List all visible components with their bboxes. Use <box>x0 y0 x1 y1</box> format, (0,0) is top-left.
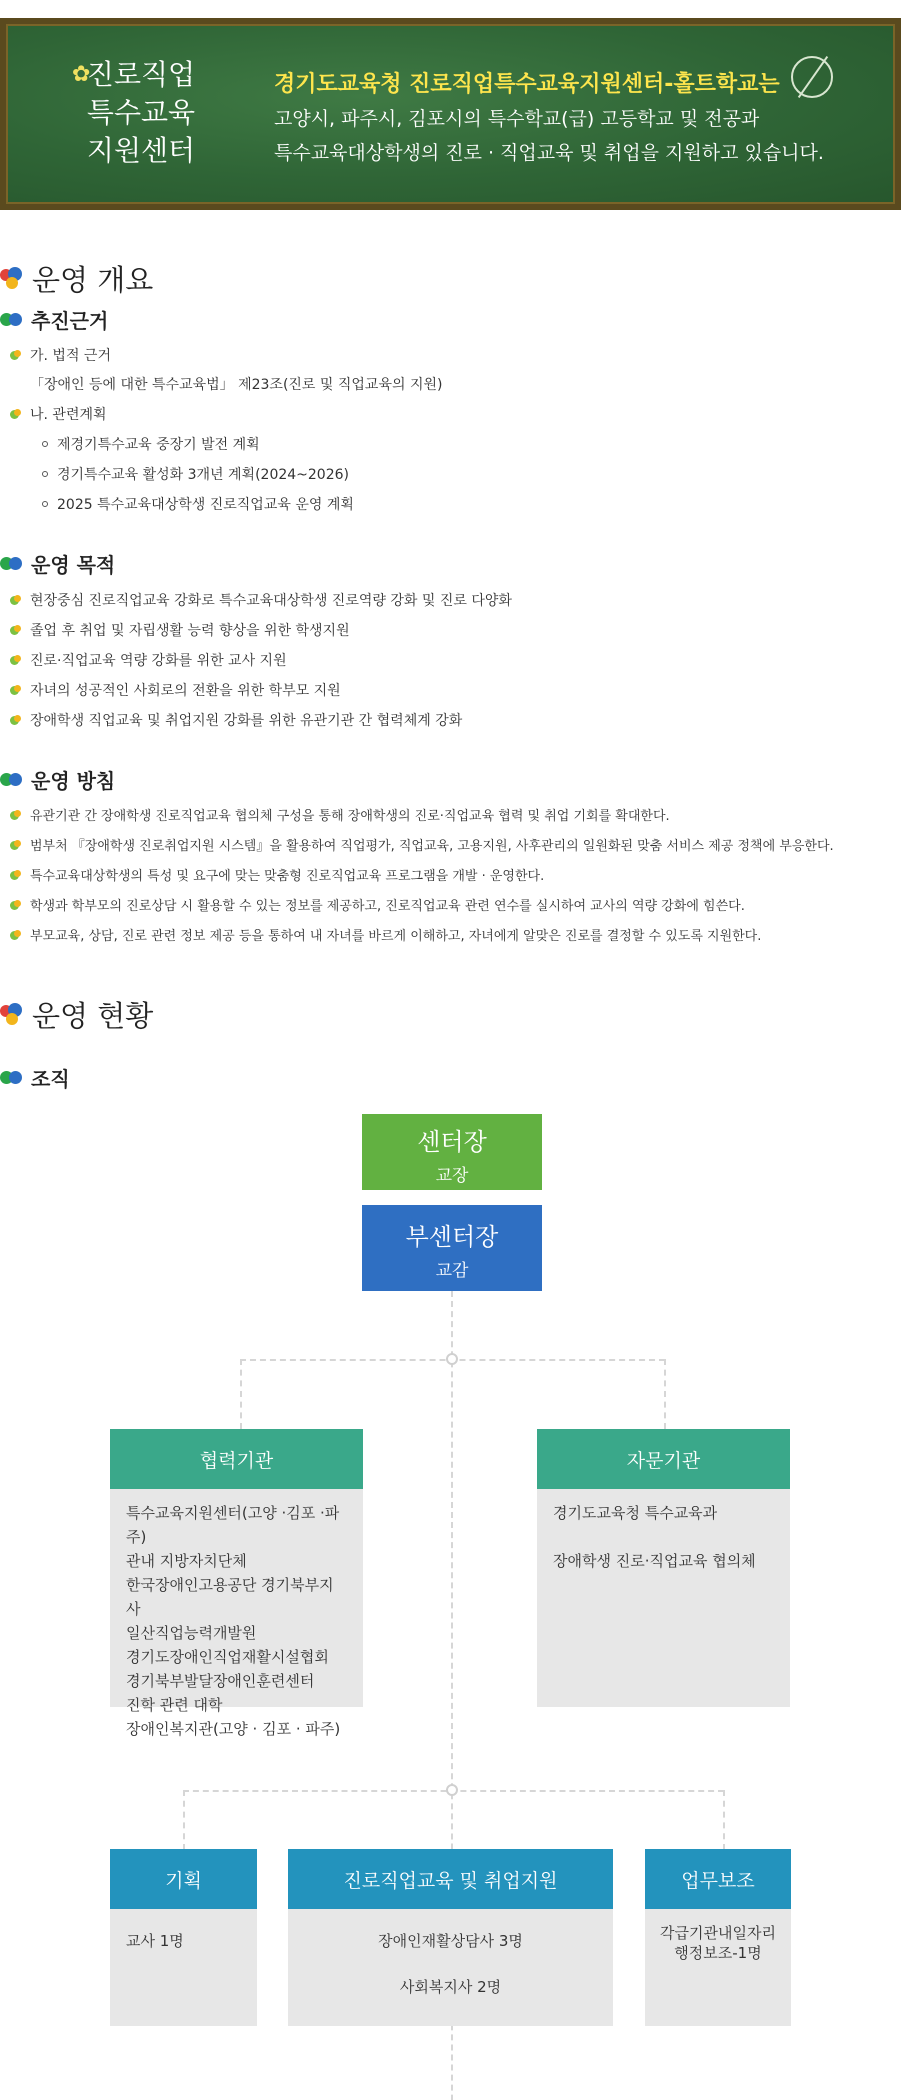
sub-list-item <box>42 434 260 454</box>
item-text: 나. 관련계획 <box>30 407 107 423</box>
org-card-support <box>645 1849 791 2026</box>
chalk-drawing-icon <box>791 56 833 98</box>
ring-bullet-icon <box>42 501 48 507</box>
card-item: 경기북부발달장애인훈련센터 <box>126 1672 315 1690</box>
item-text: 졸업 후 취업 및 자립생활 능력 향상을 위한 학생지원 <box>30 623 350 639</box>
card-title: 기획 <box>110 1849 257 1909</box>
section-title-status <box>0 994 153 1035</box>
section-title-text: 운영 현황 <box>32 999 154 1033</box>
subsection-title-policy <box>0 765 115 794</box>
bullet-icon <box>10 595 22 605</box>
leaf-icon: ✿ <box>72 62 91 87</box>
org-box-vice-director <box>362 1205 542 1291</box>
banner-line-2: 고양시, 파주시, 김포시의 특수학교(급) 고등학교 및 전공과 <box>274 108 760 130</box>
subsection-title-text: 조직 <box>31 1067 70 1091</box>
connector-line <box>240 1359 242 1429</box>
bullet-icon <box>10 655 22 665</box>
list-item <box>10 620 350 640</box>
bullet-icon <box>10 715 22 725</box>
card-title: 진로직업교육 및 취업지원 <box>288 1849 613 1909</box>
bullet-icon <box>10 930 22 940</box>
org-box-center-director <box>362 1114 542 1190</box>
card-title: 자문기관 <box>537 1429 790 1489</box>
org-card-advisory <box>537 1429 790 1707</box>
item-text: 2025 특수교육대상학생 진로직업교육 운영 계획 <box>57 497 354 513</box>
item-text: 경기특수교육 활성화 3개년 계획(2024~2026) <box>57 467 349 483</box>
org-person: 교감 <box>435 1261 469 1281</box>
list-item <box>10 865 544 884</box>
list-item <box>10 680 341 700</box>
card-body <box>645 1909 791 1977</box>
card-body <box>110 1489 363 1753</box>
subsection-dots-icon <box>0 557 24 571</box>
subsection-title-purpose <box>0 549 115 578</box>
org-card-partners <box>110 1429 363 1738</box>
card-item: 경기도장애인직업재활시설협회 <box>126 1648 329 1666</box>
sub-list-item <box>42 494 354 514</box>
card-body <box>110 1909 257 1965</box>
card-item: 각급기관내일자리 <box>660 1924 776 1942</box>
list-item <box>10 925 761 944</box>
banner-line-3: 특수교육대상학생의 진로 · 직업교육 및 취업을 지원하고 있습니다. <box>274 142 824 164</box>
subsection-title-text: 운영 방침 <box>31 769 116 793</box>
subsection-title-text: 운영 목적 <box>31 553 116 577</box>
item-text: 학생과 학부모의 진로상담 시 활용할 수 있는 정보를 제공하고, 진로직업교육 관련 연수를 실시하여 교사의 역량 강화에 힘쓴다. <box>30 899 745 914</box>
banner-text <box>274 68 824 170</box>
ring-bullet-icon <box>42 441 48 447</box>
card-title: 업무보조 <box>645 1849 791 1909</box>
bullet-icon <box>10 409 22 419</box>
section-title-overview <box>0 258 153 299</box>
list-item <box>10 345 111 365</box>
card-body <box>288 1909 613 2011</box>
bullet-icon <box>10 350 22 360</box>
connector-line <box>723 1790 725 1850</box>
item-text: 특수교육대상학생의 특성 및 요구에 맞는 맞춤형 진로직업교육 프로그램을 개발 · 운영한다. <box>30 869 545 884</box>
org-card-career <box>288 1849 613 2026</box>
sub-list-item <box>42 464 349 484</box>
card-item: 사회복지사 2명 <box>399 1978 502 1996</box>
law-reference: 「장애인 등에 대한 특수교육법」 제23조(진로 및 직업교육의 지원) <box>30 377 443 393</box>
item-text: 부모교육, 상담, 진로 관련 정보 제공 등을 통하여 내 자녀를 바르게 이해하고, 자녀에게 알맞은 진로를 결정할 수 있도록 지원한다. <box>30 929 762 944</box>
connector-node <box>446 1784 458 1796</box>
logo-line-2: 특수교육 <box>86 96 196 129</box>
section-dots-icon <box>0 1003 24 1027</box>
logo-line-1: 진로직업 <box>86 58 196 91</box>
card-body <box>537 1489 790 1585</box>
chalkboard-banner <box>0 18 901 210</box>
list-item <box>10 805 670 824</box>
list-item <box>10 835 834 854</box>
subsection-dots-icon <box>0 1071 24 1085</box>
subsection-dots-icon <box>0 313 24 327</box>
list-item <box>10 404 107 424</box>
card-item: 장애인복지관(고양 · 김포 · 파주) <box>126 1720 341 1738</box>
card-item: 관내 지방자치단체 <box>126 1552 247 1570</box>
subsection-dots-icon <box>0 773 24 787</box>
item-text: 장애학생 직업교육 및 취업지원 강화를 위한 유관기관 간 협력체계 강화 <box>30 713 463 729</box>
card-item: 일산직업능력개발원 <box>126 1624 257 1642</box>
subsection-title-text: 추진근거 <box>31 309 109 333</box>
bullet-icon <box>10 685 22 695</box>
connector-line <box>664 1359 666 1429</box>
subsection-title-basis <box>0 305 108 334</box>
section-title-text: 운영 개요 <box>32 263 154 297</box>
ring-bullet-icon <box>42 471 48 477</box>
item-text: 현장중심 진로직업교육 강화로 특수교육대상학생 진로역량 강화 및 진로 다양화 <box>30 593 512 609</box>
list-item <box>10 590 512 610</box>
card-item: 한국장애인고용공단 경기북부지사 <box>126 1576 334 1618</box>
bullet-icon <box>10 810 22 820</box>
card-item: 진학 관련 대학 <box>126 1696 223 1714</box>
card-item: 장애학생 진로·직업교육 협의체 <box>553 1552 756 1570</box>
card-item: 교사 1명 <box>126 1932 184 1950</box>
card-item: 특수교육지원센터(고양 ·김포 ·파주) <box>126 1504 340 1546</box>
bullet-icon <box>10 840 22 850</box>
logo-line-3: 지원센터 <box>86 134 196 167</box>
org-person: 교장 <box>435 1166 469 1186</box>
section-dots-icon <box>0 267 24 291</box>
card-item: 행정보조-1명 <box>674 1944 762 1962</box>
org-role: 센터장 <box>417 1128 487 1156</box>
list-item <box>10 895 745 914</box>
list-item <box>10 650 287 670</box>
chalkboard-surface <box>6 24 895 204</box>
bullet-icon <box>10 870 22 880</box>
item-text: 제경기특수교육 중장기 발전 계획 <box>57 437 260 453</box>
item-text: 자녀의 성공적인 사회로의 전환을 위한 학부모 지원 <box>30 683 341 699</box>
list-item <box>10 710 462 730</box>
banner-headline: 경기도교육청 진로직업특수교육지원센터-홀트학교는 <box>274 72 780 97</box>
connector-line <box>183 1790 185 1850</box>
connector-node <box>446 1353 458 1365</box>
center-logo-title <box>72 56 206 170</box>
item-text: 진로·직업교육 역량 강화를 위한 교사 지원 <box>30 653 287 669</box>
card-item: 경기도교육청 특수교육과 <box>553 1504 718 1522</box>
org-role: 부센터장 <box>405 1223 499 1251</box>
bullet-icon <box>10 900 22 910</box>
subsection-title-org <box>0 1063 70 1092</box>
org-card-planning <box>110 1849 257 2026</box>
card-title: 협력기관 <box>110 1429 363 1489</box>
item-text: 가. 법적 근거 <box>30 348 111 364</box>
item-text: 유관기관 간 장애학생 진로직업교육 협의체 구성을 통해 장애학생의 진로·직업교육 협력 및 취업 기회를 확대한다. <box>30 809 670 824</box>
bullet-icon <box>10 625 22 635</box>
card-item: 장애인재활상담사 3명 <box>378 1932 523 1950</box>
item-text: 범부처 『장애학생 진로취업지원 시스템』을 활용하여 직업평가, 직업교육, 고용지원, 사후관리의 일원화된 맞춤 서비스 제공 정책에 부응한다. <box>30 839 834 854</box>
